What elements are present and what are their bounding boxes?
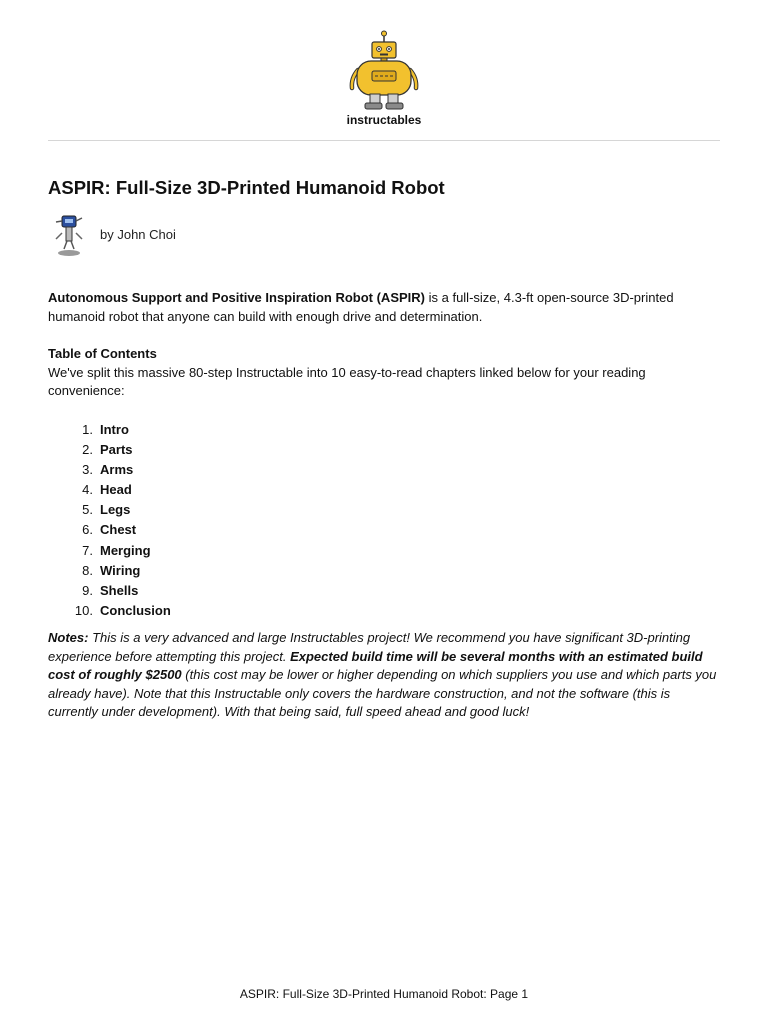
toc-item-label[interactable]: Arms [100,461,134,477]
toc-item-merging[interactable] [48,541,720,561]
toc-item-label[interactable]: Legs [100,502,131,518]
toc-item-intro[interactable] [48,420,720,440]
notes-bold: Expected build time will be several months with an estimated build cost of roughly $2500 [48,648,703,683]
toc-number: 3. [82,461,93,477]
toc-item-arms[interactable] [48,460,720,480]
toc-number: 9. [82,583,93,598]
toc-item-label[interactable]: Merging [100,542,151,558]
toc-item-label[interactable]: Conclusion [100,603,171,619]
author-name[interactable]: by John Choi [100,227,176,242]
toc-number: 5. [82,502,93,518]
toc-item-wiring[interactable] [48,561,720,581]
toc-number: 4. [82,482,93,498]
toc-item-label[interactable]: Chest [100,522,137,538]
page-footer: ASPIR: Full-Size 3D-Printed Humanoid Robot: Page 1 [239,987,529,1001]
toc-description: We've split this massive 80-step Instructable into 10 easy-to-read chapters linked below for your reading convenience: [48,364,646,398]
notes-text-2: (this cost may be lower or higher depending on which suppliers you use and which parts you already have). Note that this Instructable only covers the hardware construction, and not the software (this is currently under development). With that being said, full speed ahead and good luck! [48,667,717,720]
toc-heading: Table of Contents [48,346,157,361]
toc-number: 2. [82,441,93,457]
toc-number: 1. [82,421,93,437]
page-title: ASPIR: Full-Size 3D-Printed Humanoid Robot [48,177,445,198]
toc-item-head[interactable] [48,480,720,500]
toc-item-label[interactable]: Intro [100,421,129,437]
toc-number: 8. [82,562,93,578]
table-of-contents [48,420,720,622]
page-header [0,0,768,141]
toc-item-label[interactable]: Parts [100,441,133,457]
header-divider [48,140,720,141]
brand-name[interactable]: instructables [346,113,422,127]
toc-item-conclusion[interactable] [48,601,720,621]
toc-item-shells[interactable] [48,581,720,601]
intro-bold: Autonomous Support and Positive Inspiration Robot (ASPIR) [48,290,425,305]
author-avatar-icon [48,213,90,259]
notes-text-1: This is a very advanced and large Instructables project! We recommend you have significant 3D-printing experience before attempting this project. [48,630,691,664]
toc-item-chest[interactable] [48,520,720,540]
toc-item-legs[interactable] [48,500,720,520]
intro-paragraph [48,289,720,326]
notes-label: Notes: [48,630,89,646]
instructables-robot-logo-icon [339,30,429,114]
toc-number: 10. [74,603,93,619]
toc-number: 7. [82,542,93,558]
toc-item-label[interactable]: Head [100,482,132,498]
toc-item-parts[interactable] [48,440,720,460]
intro-text: is a full-size, 4.3-ft open-source 3D-printed humanoid robot that anyone can build with enough drive and determination. [48,290,674,324]
article-body [48,289,720,722]
toc-item-label[interactable]: Wiring [100,562,141,578]
toc-item-label[interactable]: Shells [100,583,139,598]
toc-number: 6. [82,522,93,538]
notes-paragraph [48,629,720,722]
